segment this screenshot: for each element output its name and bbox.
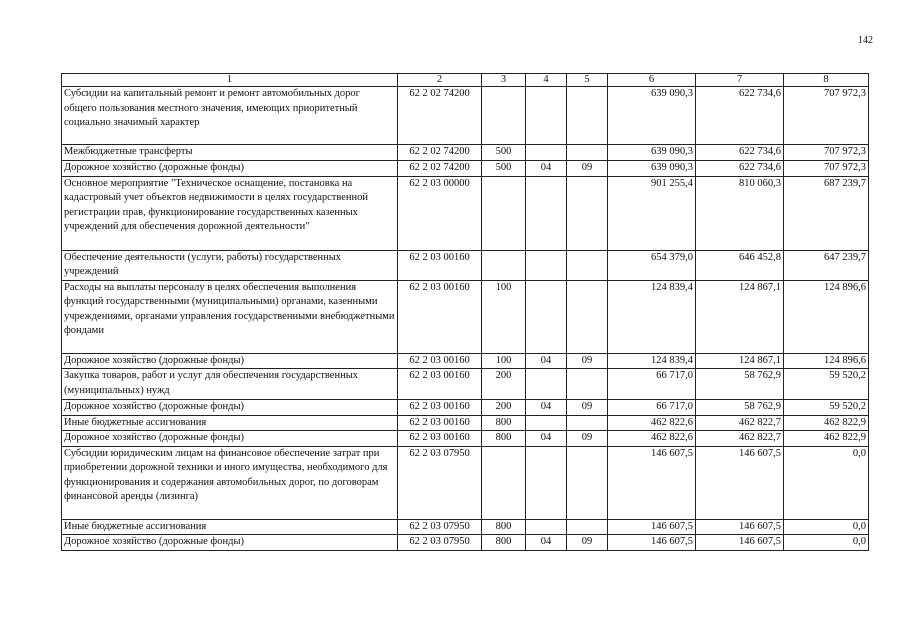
row-subsection	[567, 280, 608, 353]
row-value-col8: 0,0	[784, 446, 869, 519]
row-code: 62 2 03 07950	[398, 519, 482, 535]
row-value-col7: 622 734,6	[696, 87, 784, 145]
row-section	[526, 519, 567, 535]
row-value-col7: 146 607,5	[696, 535, 784, 551]
row-value-col7: 462 822,7	[696, 415, 784, 431]
table-row	[62, 280, 869, 353]
row-value-col7: 646 452,8	[696, 250, 784, 280]
row-subsection	[567, 369, 608, 400]
row-value-col7: 462 822,7	[696, 431, 784, 447]
row-code: 62 2 03 00160	[398, 250, 482, 280]
header-col-5: 5	[567, 74, 608, 87]
row-expense-type	[482, 176, 526, 250]
page-number: 142	[858, 35, 873, 46]
row-expense-type: 800	[482, 519, 526, 535]
row-code: 62 2 03 00160	[398, 353, 482, 369]
row-expense-type: 800	[482, 415, 526, 431]
table-row	[62, 369, 869, 400]
row-expense-type: 500	[482, 161, 526, 177]
row-code: 62 2 03 00160	[398, 431, 482, 447]
row-value-col8: 59 520,2	[784, 369, 869, 400]
row-expense-type: 200	[482, 400, 526, 416]
row-value-col6: 462 822,6	[608, 415, 696, 431]
row-value-col7: 124 867,1	[696, 353, 784, 369]
row-section	[526, 87, 567, 145]
row-subsection	[567, 519, 608, 535]
table-row	[62, 145, 869, 161]
table-row	[62, 446, 869, 519]
row-value-col8: 124 896,6	[784, 280, 869, 353]
table-row	[62, 176, 869, 250]
row-name: Субсидии юридическим лицам на финансовое обеспечение затрат при приобретении дорожной техники и иного имущества, необходимого для функционирования и содержания автомобильных дорог, по договорам финансовой аренды (лизинга)	[62, 446, 398, 519]
row-value-col8: 124 896,6	[784, 353, 869, 369]
table-row	[62, 415, 869, 431]
row-value-col6: 462 822,6	[608, 431, 696, 447]
row-value-col6: 124 839,4	[608, 353, 696, 369]
table-row	[62, 519, 869, 535]
row-value-col8: 462 822,9	[784, 431, 869, 447]
row-code: 62 2 03 07950	[398, 535, 482, 551]
row-section	[526, 280, 567, 353]
row-value-col7: 58 762,9	[696, 369, 784, 400]
row-expense-type	[482, 250, 526, 280]
header-col-3: 3	[482, 74, 526, 87]
row-section	[526, 250, 567, 280]
table-row	[62, 87, 869, 145]
table-row	[62, 431, 869, 447]
row-subsection: 09	[567, 400, 608, 416]
row-section	[526, 369, 567, 400]
row-value-col6: 654 379,0	[608, 250, 696, 280]
row-value-col6: 66 717,0	[608, 369, 696, 400]
row-value-col6: 146 607,5	[608, 519, 696, 535]
row-expense-type: 100	[482, 280, 526, 353]
row-section	[526, 446, 567, 519]
row-name: Дорожное хозяйство (дорожные фонды)	[62, 161, 398, 177]
row-name: Дорожное хозяйство (дорожные фонды)	[62, 431, 398, 447]
row-value-col7: 622 734,6	[696, 161, 784, 177]
row-value-col6: 639 090,3	[608, 87, 696, 145]
header-col-1: 1	[62, 74, 398, 87]
row-code: 62 2 03 00160	[398, 400, 482, 416]
row-name: Иные бюджетные ассигнования	[62, 519, 398, 535]
header-col-8: 8	[784, 74, 869, 87]
row-value-col7: 146 607,5	[696, 519, 784, 535]
row-code: 62 2 03 07950	[398, 446, 482, 519]
row-expense-type: 500	[482, 145, 526, 161]
row-subsection	[567, 176, 608, 250]
row-code: 62 2 03 00160	[398, 280, 482, 353]
row-value-col8: 0,0	[784, 535, 869, 551]
row-value-col8: 707 972,3	[784, 145, 869, 161]
row-value-col7: 810 060,3	[696, 176, 784, 250]
row-value-col7: 622 734,6	[696, 145, 784, 161]
row-section: 04	[526, 161, 567, 177]
row-value-col8: 462 822,9	[784, 415, 869, 431]
table-row	[62, 535, 869, 551]
row-subsection: 09	[567, 353, 608, 369]
row-value-col6: 639 090,3	[608, 145, 696, 161]
row-subsection	[567, 250, 608, 280]
row-section: 04	[526, 400, 567, 416]
row-section	[526, 415, 567, 431]
row-name: Обеспечение деятельности (услуги, работы) государственных учреждений	[62, 250, 398, 280]
header-col-4: 4	[526, 74, 567, 87]
row-name: Межбюджетные трансферты	[62, 145, 398, 161]
row-subsection	[567, 145, 608, 161]
header-col-7: 7	[696, 74, 784, 87]
row-subsection	[567, 87, 608, 145]
row-value-col7: 146 607,5	[696, 446, 784, 519]
row-expense-type: 100	[482, 353, 526, 369]
row-code: 62 2 02 74200	[398, 145, 482, 161]
row-expense-type: 800	[482, 431, 526, 447]
table-row	[62, 250, 869, 280]
row-name: Дорожное хозяйство (дорожные фонды)	[62, 353, 398, 369]
row-subsection: 09	[567, 161, 608, 177]
row-name: Иные бюджетные ассигнования	[62, 415, 398, 431]
row-expense-type	[482, 446, 526, 519]
row-name: Закупка товаров, работ и услуг для обеспечения государственных (муниципальных) нужд	[62, 369, 398, 400]
table-body	[62, 87, 869, 551]
row-value-col6: 124 839,4	[608, 280, 696, 353]
header-col-2: 2	[398, 74, 482, 87]
row-expense-type: 200	[482, 369, 526, 400]
row-code: 62 2 03 00000	[398, 176, 482, 250]
row-value-col6: 146 607,5	[608, 446, 696, 519]
row-subsection: 09	[567, 535, 608, 551]
row-subsection	[567, 446, 608, 519]
row-section	[526, 145, 567, 161]
row-value-col6: 66 717,0	[608, 400, 696, 416]
row-value-col8: 59 520,2	[784, 400, 869, 416]
row-value-col6: 146 607,5	[608, 535, 696, 551]
row-code: 62 2 02 74200	[398, 161, 482, 177]
header-col-6: 6	[608, 74, 696, 87]
row-expense-type: 800	[482, 535, 526, 551]
row-value-col6: 639 090,3	[608, 161, 696, 177]
row-name: Субсидии на капитальный ремонт и ремонт автомобильных дорог общего пользования местного значения, имеющих приоритетный социально значимый характер	[62, 87, 398, 145]
row-name: Расходы на выплаты персоналу в целях обеспечения выполнения функций государственными (муниципальными) органами, казенными учреждениями, органами управления государственными внебюджетными фондами	[62, 280, 398, 353]
row-section: 04	[526, 431, 567, 447]
row-value-col7: 58 762,9	[696, 400, 784, 416]
row-value-col8: 0,0	[784, 519, 869, 535]
row-value-col8: 707 972,3	[784, 161, 869, 177]
row-value-col8: 707 972,3	[784, 87, 869, 145]
table-row	[62, 400, 869, 416]
row-value-col6: 901 255,4	[608, 176, 696, 250]
budget-table	[61, 73, 869, 551]
row-subsection	[567, 415, 608, 431]
row-section: 04	[526, 535, 567, 551]
table-row	[62, 353, 869, 369]
row-code: 62 2 02 74200	[398, 87, 482, 145]
row-section: 04	[526, 353, 567, 369]
table-row	[62, 161, 869, 177]
row-value-col7: 124 867,1	[696, 280, 784, 353]
row-expense-type	[482, 87, 526, 145]
row-code: 62 2 03 00160	[398, 415, 482, 431]
row-subsection: 09	[567, 431, 608, 447]
row-section	[526, 176, 567, 250]
row-name: Дорожное хозяйство (дорожные фонды)	[62, 535, 398, 551]
row-name: Дорожное хозяйство (дорожные фонды)	[62, 400, 398, 416]
row-value-col8: 647 239,7	[784, 250, 869, 280]
row-code: 62 2 03 00160	[398, 369, 482, 400]
header-row	[62, 74, 869, 87]
row-value-col8: 687 239,7	[784, 176, 869, 250]
table-header	[62, 74, 869, 87]
row-name: Основное мероприятие "Техническое оснащение, постановка на кадастровый учет объектов недвижимости в целях государственной регистрации прав, функционирование государственных казенных учреждений для обеспечения дорожной деятельности"	[62, 176, 398, 250]
